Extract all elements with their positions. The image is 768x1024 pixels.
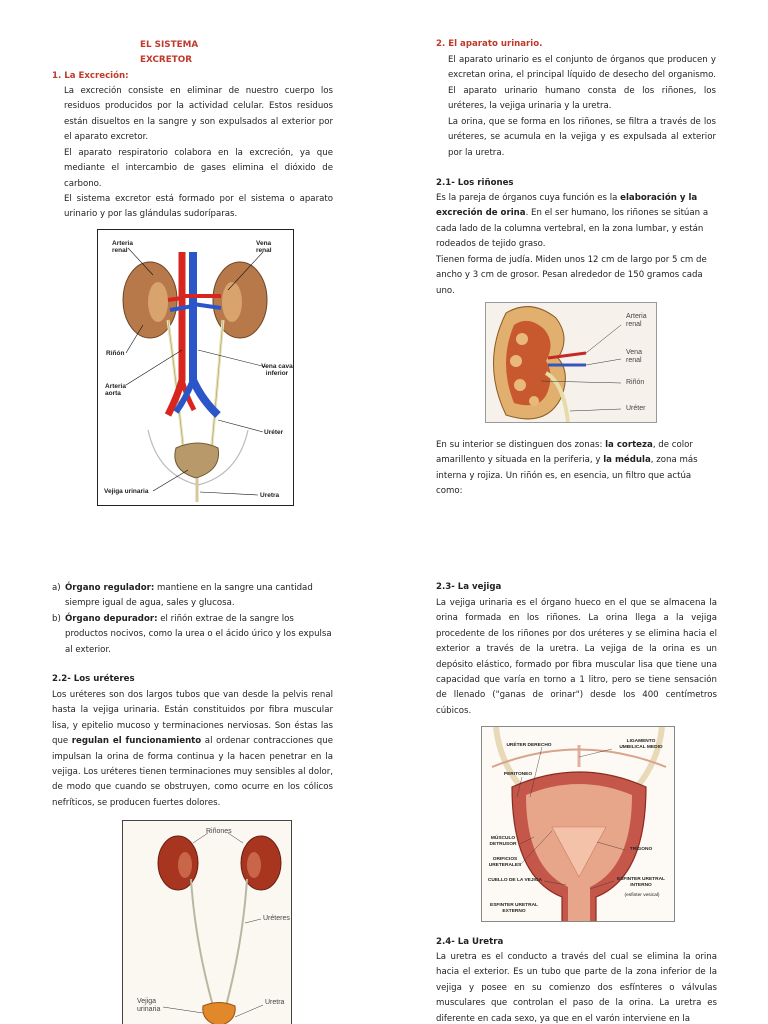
s22-text-c: al ordenar contracciones que impulsan la orina de forma continua y la hacen penetrar en la vejiga. Los uréteres tienen terminaciones muy sensibles al dolor, de modo que cuando se obstruyen, como ocurre en los cólicos nefríticos, se producen fuertes dolores. <box>52 736 333 808</box>
label-arteria-renal-2: Arteria renal <box>626 313 647 328</box>
list-a-term: Órgano regulador: <box>65 583 155 593</box>
label-uretra: Uretra <box>260 492 280 499</box>
label-orificios: ORIFICIOS URETERALES <box>488 857 522 868</box>
label-vejiga: Vejiga urinaria <box>104 488 149 495</box>
section-2-1-paragraph-1 <box>436 191 718 253</box>
s21-p3-c: , de color amarillento y situada en la periferia, y <box>436 440 693 466</box>
label-esfinter-externo: ESFINTER URETRAL EXTERNO <box>490 903 538 914</box>
label-ureter-2: Uréter <box>626 405 646 412</box>
s21-medula: la médula <box>603 455 651 466</box>
s22-text-a: Los uréteres son dos largos tubos que van desde la pelvis renal hasta la vejiga urinaria. Están constituidos por fibra muscular lisa, y epitelio mucoso y terminaciones nerviosas. Son éstas las que <box>52 690 333 747</box>
list-label-a: a) <box>52 583 61 593</box>
label-arteria-renal: Arteria renal <box>112 240 133 254</box>
label-rinones: Riñones <box>206 828 232 835</box>
section-2-paragraph-1: El aparato urinario es el conjunto de órganos que producen y excretan orina, el principal líquido de desecho del organismo. El aparato urinario humano consta de los riñones, los uréteres, la vejiga urinaria y la uretra. <box>448 55 716 112</box>
s21-corteza: la corteza <box>605 440 653 450</box>
section-2-4-heading: 2.4- La Uretra <box>436 937 504 947</box>
label-vena-renal-2: Vena renal <box>626 349 642 364</box>
label-esfinter-vesical: (esfinter vesical) <box>624 893 660 898</box>
section-1-paragraph-1: La excreción consiste en eliminar de nuestro cuerpo los residuos producidos por la actividad celular. Estos residuos están disueltos en la sangre y son expulsados al exterior por el aparato excretor. <box>64 86 333 143</box>
label-vena-cava: Vena cava inferior <box>261 363 293 377</box>
s22-text-bold: regulan el funcionamiento <box>71 736 202 747</box>
s21-text-bold: elaboración y la excreción de orina <box>436 193 698 219</box>
label-ligamento: LIGAMENTO UMBILICAL MEDIO <box>619 739 663 750</box>
list-label-b: b) <box>52 614 61 624</box>
label-vena-renal: Vena renal <box>256 240 272 254</box>
document-title: EL SISTEMA EXCRETOR <box>140 40 199 66</box>
label-uretra-fig3: Uretra <box>265 999 285 1006</box>
s21-p3-e: , zona más interna y rojiza. Un riñón es, en esencia, un filtro que actúa como: <box>436 455 698 497</box>
label-peritoneo: PERITONEO <box>503 772 533 777</box>
label-ureter-derecho: URÉTER DERECHO <box>506 743 552 748</box>
label-rinon-2: Riñón <box>626 379 645 386</box>
section-2-2-heading: 2.2- Los uréteres <box>52 674 135 684</box>
label-ureteres: Uréteres <box>263 915 290 922</box>
section-2-2-paragraph <box>52 688 333 811</box>
list-b-text: el riñón extrae de la sangre los productos nocivos, como la urea o el ácido úrico y los expulsa al exterior. <box>65 614 332 655</box>
list-b-term: Órgano depurador: <box>65 614 158 624</box>
section-2-1-heading: 2.1- Los riñones <box>436 178 514 188</box>
label-esfinter-interno: ESFINTER URETRAL INTERNO <box>617 877 665 888</box>
list-item-organo-regulador <box>52 581 342 612</box>
section-2-3-paragraph: La vejiga urinaria es el órgano hueco en el que se almacena la orina formada en los riñones. La orina llega a la vejiga procedente de los riñones por dos uréteres y se elimina hacia el exterior a través de la uretra. La vejiga de la orina es un depósito elástico, formado por fibra muscular lisa que tiene una capacidad que varía en torno a 1 litro, pero se tiene sensación de llenado ("ganas de orinar") desde los 400 centímetros cúbicos. <box>436 598 717 716</box>
section-2-1-paragraph-2: Tienen forma de judía. Miden unos 12 cm de largo por 5 cm de ancho y 3 cm de grosor. Pesan alrededor de 150 gramos cada uno. <box>436 255 707 296</box>
section-2-heading: 2. El aparato urinario. <box>436 39 543 49</box>
section-2-3-heading: 2.3- La vejiga <box>436 582 502 592</box>
list-item-organo-depurador <box>52 612 337 658</box>
s21-p3-a: En su interior se distinguen dos zonas: <box>436 440 606 450</box>
section-2-paragraph-2: La orina, que se forma en los riñones, se filtra a través de los uréteres, se acumula en la vejiga y es expulsada al exterior por la uretra. <box>448 117 716 158</box>
label-cuello: CUELLO DE LA VEJIGA <box>487 878 543 883</box>
label-ureter: Uréter <box>264 429 284 436</box>
label-musculo-detrusor: MÚSCULO DETRUSOR <box>489 836 517 847</box>
bladder-figure <box>481 726 675 922</box>
s21-text-a: Es la pareja de órganos cuya función es la <box>436 193 621 203</box>
list-a-text: mantiene en la sangre una cantidad siempre igual de agua, sales y glucosa. <box>65 583 313 609</box>
urinary-system-figure <box>97 229 294 506</box>
ureters-figure <box>122 820 292 1024</box>
label-arteria-aorta: Arteria aorta <box>105 383 126 397</box>
label-rinon: Riñón <box>106 350 125 357</box>
label-vejiga-urinaria: Vejiga urinaria <box>137 998 161 1013</box>
s21-text-c: . En el ser humano, los riñones se sitúan a cada lado de la columna vertebral, en la zona lumbar, y están rodeados de tejido graso. <box>436 208 709 250</box>
section-1-heading: 1. La Excreción: <box>52 71 129 81</box>
section-1-paragraph-2: El aparato respiratorio colabora en la excreción, ya que mediante el intercambio de gases elimina el dióxido de carbono. <box>64 148 333 189</box>
section-2-4-paragraph: La uretra es el conducto a través del cual se elimina la orina hacia el exterior. Es un tubo que parte de la zona inferior de la vejiga y posee en su comienzo dos esfínteres o válvulas musculares que controlan el paso de la orina. La uretra es diferente en cada sexo, ya que en el varón interviene en la <box>436 952 717 1024</box>
kidney-section-figure <box>485 302 657 423</box>
label-trigono: TRÍGONO <box>629 847 653 852</box>
section-2-1-paragraph-3 <box>436 438 718 500</box>
section-1-paragraph-3: El sistema excretor está formado por el sistema o aparato urinario y por las glándulas sudoríparas. <box>64 194 333 220</box>
